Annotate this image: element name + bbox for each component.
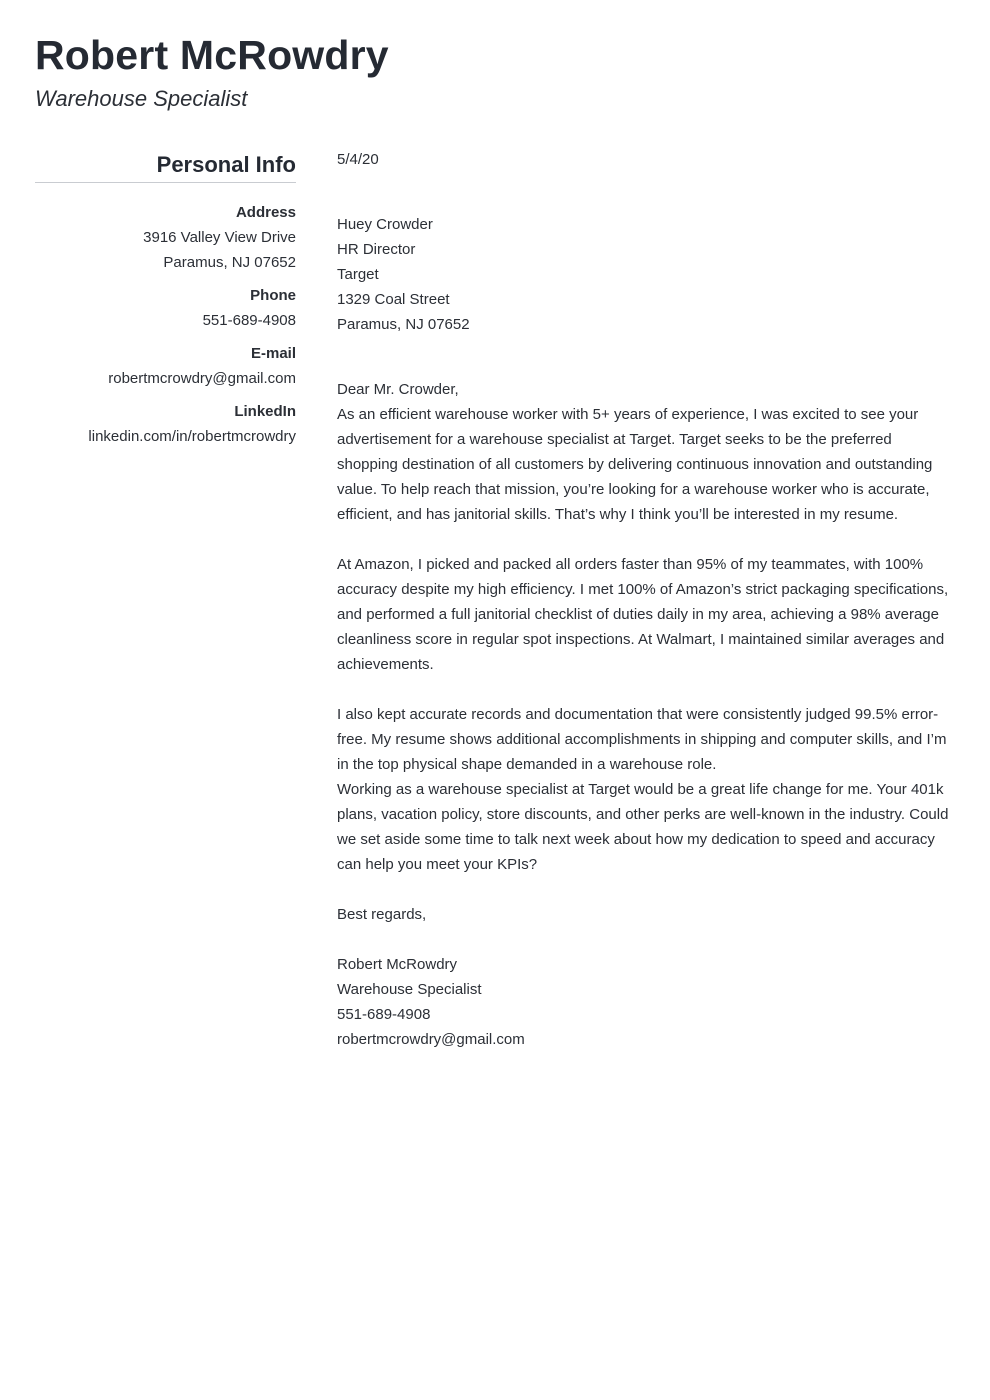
- signature-title: Warehouse Specialist: [337, 981, 482, 998]
- letter-date: 5/4/20: [337, 151, 379, 168]
- linkedin-group: [35, 399, 296, 449]
- email-group: [35, 341, 296, 391]
- body-paragraph-4: Working as a warehouse specialist at Target would be a great life change for me. Your 401k plans, vacation policy, store discounts, and other perks are well-known in the industry. Could we set aside some time to talk next week about how my dedication to speed and accuracy can help you meet your KPIs?: [337, 781, 949, 873]
- salutation: Dear Mr. Crowder,: [337, 381, 459, 398]
- phone-group: [35, 283, 296, 333]
- linkedin-value: linkedin.com/in/robertmcrowdry: [88, 428, 296, 445]
- body-paragraph-2: At Amazon, I picked and packed all orders faster than 95% of my teammates, with 100% accuracy despite my high efficiency. I met 100% of Amazon’s strict packaging specifications, and performed a full janitorial checklist of duties daily in my area, achieving a 98% average cleanliness score in regular spot inspections. At Walmart, I maintained similar averages and achievements.: [337, 556, 949, 673]
- phone-value: 551-689-4908: [202, 312, 296, 329]
- personal-info-sidebar: [35, 150, 296, 457]
- recipient-city: Paramus, NJ 07652: [337, 316, 470, 333]
- email-value: robertmcrowdry@gmail.com: [108, 370, 296, 387]
- linkedin-label: LinkedIn: [234, 403, 296, 420]
- recipient-position: HR Director: [337, 241, 416, 258]
- address-label: Address: [235, 204, 296, 221]
- recipient-company: Target: [337, 266, 379, 283]
- phone-label: Phone: [250, 287, 296, 304]
- personal-info-heading: Personal Info: [35, 150, 296, 183]
- recipient-street: 1329 Coal Street: [337, 291, 450, 308]
- signature-name: Robert McRowdry: [337, 956, 458, 973]
- body-paragraph-3: I also kept accurate records and documentation that were consistently judged 99.5% error-free. My resume shows additional accomplishments in shipping and computer skills, and I’m in the top physical shape demanded in a warehouse role.: [337, 706, 947, 773]
- resume-header: [35, 30, 389, 113]
- applicant-job-title: Warehouse Specialist: [35, 86, 248, 111]
- cover-letter-body: [337, 147, 955, 1052]
- address-line-1: 3916 Valley View Drive: [143, 229, 296, 246]
- signature-phone: 551-689-4908: [337, 1006, 431, 1023]
- address-group: [35, 200, 296, 275]
- closing: Best regards,: [337, 906, 427, 923]
- address-line-2: Paramus, NJ 07652: [163, 254, 296, 271]
- signature-email: robertmcrowdry@gmail.com: [337, 1031, 525, 1048]
- applicant-name: Robert McRowdry: [35, 32, 389, 78]
- recipient-name: Huey Crowder: [337, 216, 433, 233]
- body-paragraph-1: As an efficient warehouse worker with 5+ years of experience, I was excited to see your advertisement for a warehouse specialist at Target. Target seeks to be the preferred shopping destination of all customers by delivering continuous innovation and outstanding value. To help reach that mission, you’re looking for a warehouse worker who is accurate, efficient, and has janitorial skills. That’s why I think you’ll be interested in my resume.: [337, 406, 933, 523]
- email-label: E-mail: [250, 345, 296, 362]
